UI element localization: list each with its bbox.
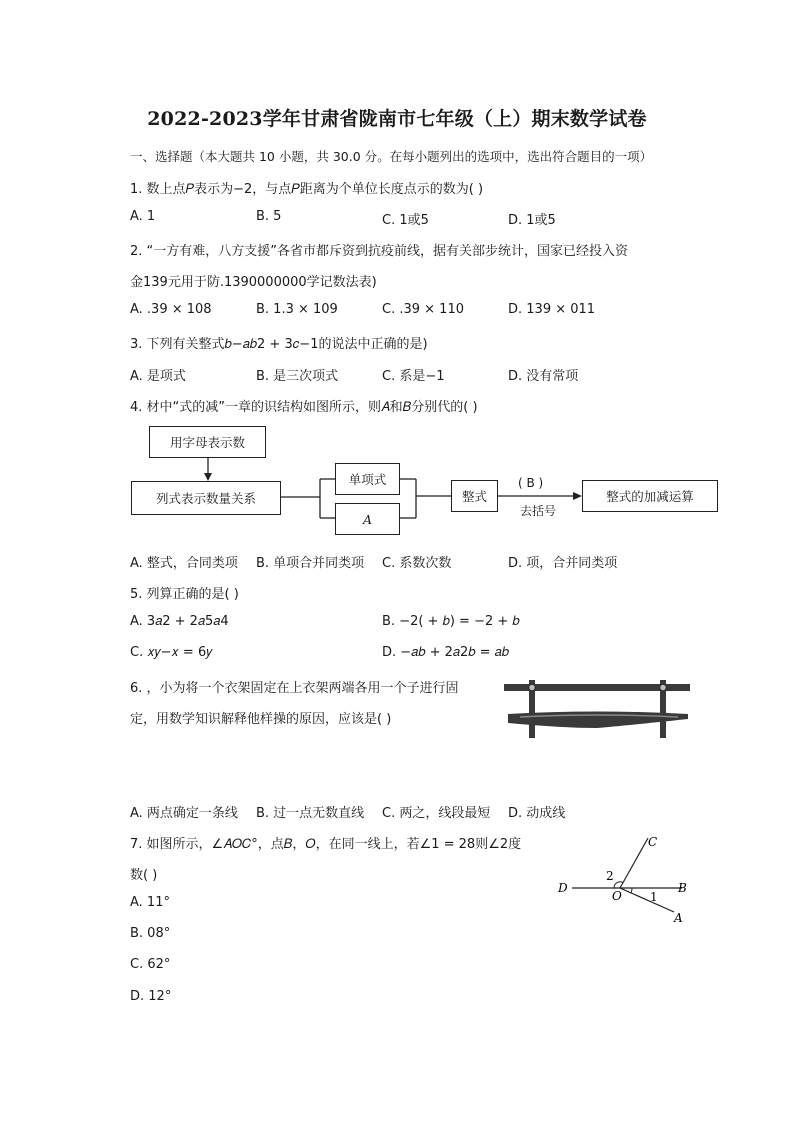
label-b: B bbox=[678, 881, 687, 895]
box-letters-represent-numbers: 用字母表示数 bbox=[149, 426, 266, 458]
q2-option-d: D. 139 × 011 bbox=[508, 302, 596, 317]
question-2-stem-line2: 金139元用于防.1390000000学记数法表) bbox=[130, 275, 377, 290]
q1-option-d: D. 1或5 bbox=[508, 213, 556, 228]
q2-option-c: C. .39 × 110 bbox=[382, 302, 464, 317]
box-a-placeholder: A bbox=[335, 503, 400, 535]
box-add-subtract-polynomials: 整式的加减运算 bbox=[582, 480, 718, 512]
q7-option-b: B. 08° bbox=[130, 926, 171, 941]
question-1-stem: 1. 数上点𝑃表示为−2，与点𝑃距离为个单位长度点示的数为( ) bbox=[130, 182, 484, 197]
q1-option-a: A. 1 bbox=[130, 209, 156, 224]
q6-option-c: C. 两之，线段最短 bbox=[382, 806, 491, 821]
label-angle-1: 1 bbox=[650, 890, 658, 904]
q3-option-b: B. 是三次项式 bbox=[256, 369, 339, 384]
q4-option-b: B. 单项合并同类项 bbox=[256, 556, 365, 571]
label-d: D bbox=[558, 881, 568, 895]
label-a: A bbox=[674, 911, 683, 925]
question-7-stem-line1: 7. 如图所示，∠𝐴𝑂𝐶°，点𝐵，𝑂，在同一线上，若∠1 = 28则∠2度 bbox=[130, 837, 522, 852]
q3-option-d: D. 没有常项 bbox=[508, 369, 579, 384]
angle-figure bbox=[552, 830, 712, 930]
question-6-stem-line1: 6. ，小为将一个衣架固定在上衣架两端各用一个子进行固 bbox=[130, 681, 459, 696]
question-3-stem: 3. 下列有关整式𝑏−𝑎𝑏2 + 3𝑐−1的说法中正确的是) bbox=[130, 337, 428, 352]
label-c: C bbox=[648, 835, 658, 849]
section-heading: 一、选择题（本大题共 10 小题，共 30.0 分。在每小题列出的选项中，选出符合题目的一项） bbox=[130, 149, 653, 164]
q7-option-c: C. 62° bbox=[130, 957, 171, 972]
q6-option-b: B. 过一点无数直线 bbox=[256, 806, 365, 821]
page-title: 2022-2023学年甘肃省陇南市七年级（上）期末数学试卷 bbox=[147, 108, 647, 130]
q4-option-d: D. 项，合并同类项 bbox=[508, 556, 618, 571]
box-expressions-quantity: 列式表示数量关系 bbox=[131, 481, 281, 515]
question-5-stem: 5. 列算正确的是( ) bbox=[130, 587, 239, 602]
q7-option-a: A. 11° bbox=[130, 895, 170, 910]
question-6-stem-line2: 定，用数学知识解释他样操的原因，应该是( ) bbox=[130, 712, 392, 727]
label-angle-2: 2 bbox=[606, 869, 614, 883]
q5-option-d: D. −𝑎𝑏 + 2𝑎2𝑏 = 𝑎𝑏 bbox=[382, 645, 510, 660]
q1-option-b: B. 5 bbox=[256, 209, 282, 224]
question-4-stem: 4. 材中“式的减”一章的识结构如图所示，则𝐴和𝐵分别代的( ) bbox=[130, 400, 478, 415]
box-monomial: 单项式 bbox=[335, 463, 400, 495]
q6-option-d: D. 动成线 bbox=[508, 806, 566, 821]
box-polynomial: 整式 bbox=[451, 480, 498, 512]
q5-option-a: A. 3𝑎2 + 2𝑎5𝑎4 bbox=[130, 614, 229, 629]
q3-option-c: C. 系是−1 bbox=[382, 369, 445, 384]
q4-option-c: C. 系数次数 bbox=[382, 556, 452, 571]
q5-option-b: B. −2( + 𝑏) = −2 + 𝑏 bbox=[382, 614, 520, 629]
q5-option-c: C. 𝑥𝑦−𝑥 = 6𝑦 bbox=[130, 645, 213, 660]
label-o: O bbox=[612, 889, 622, 903]
q6-option-a: A. 两点确定一条线 bbox=[130, 806, 238, 821]
q3-option-a: A. 是项式 bbox=[130, 369, 186, 384]
hanger-figure bbox=[502, 678, 696, 740]
q1-option-c: C. 1或5 bbox=[382, 213, 429, 228]
question-2-stem-line1: 2. “一方有难，八方支援”各省市都斥资到抗疫前线，据有关部步统计，国家已经投入资 bbox=[130, 244, 629, 259]
q7-option-d: D. 12° bbox=[130, 989, 172, 1004]
q4-option-a: A. 整式，合同类项 bbox=[130, 556, 238, 571]
q2-option-a: A. .39 × 108 bbox=[130, 302, 212, 317]
arrow-label-b: ( B ) bbox=[518, 476, 544, 490]
q2-option-b: B. 1.3 × 109 bbox=[256, 302, 338, 317]
arrow-label-remove-brackets: 去括号 bbox=[520, 504, 557, 518]
question-7-stem-line2: 数( ) bbox=[130, 868, 158, 883]
